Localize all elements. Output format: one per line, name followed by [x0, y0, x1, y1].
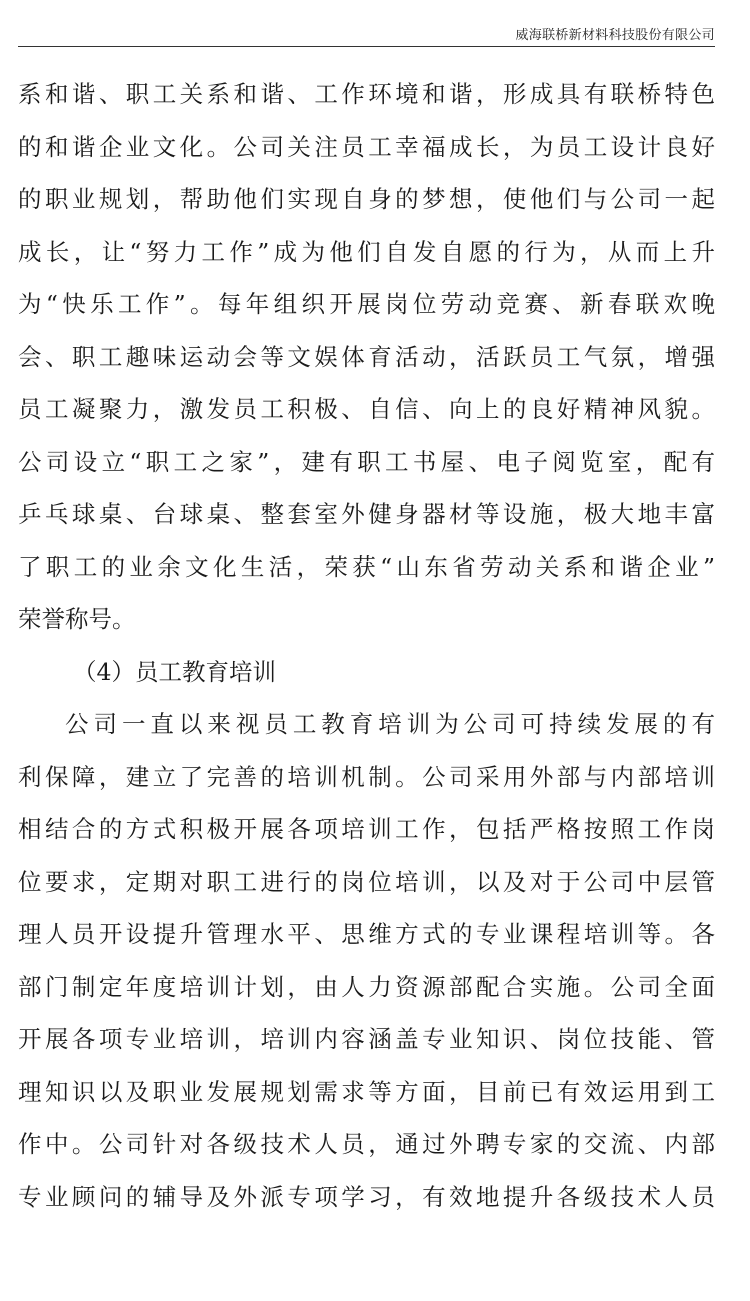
paragraph-last-line: 荣誉称号。 — [18, 605, 136, 633]
body-line: 成长，让“努力工作”成为他们自发自愿的行为，从而上升 — [18, 237, 715, 266]
body-line: 专业顾问的辅导及外派专项学习，有效地提升各级技术人员 — [18, 1182, 715, 1211]
body-line: 公司设立“职工之家”，建有职工书屋、电子阅览室，配有 — [18, 447, 715, 476]
body-line: 相结合的方式积极开展各项培训工作，包括严格按照工作岗 — [18, 815, 715, 843]
body-line: 会、职工趣味运动会等文娱体育活动，活跃员工气氛，增强 — [18, 342, 715, 371]
body-line: 乒乓球桌、台球桌、整套室外健身器材等设施，极大地丰富 — [18, 500, 715, 528]
body-line: 了职工的业余文化生活，荣获“山东省劳动关系和谐企业” — [18, 552, 715, 581]
body-line: 利保障，建立了完善的培训机制。公司采用外部与内部培训 — [18, 762, 715, 791]
paragraph-first-line: 公司一直以来视员工教育培训为公司可持续发展的有 — [65, 710, 715, 738]
body-line: 开展各项专业培训，培训内容涵盖专业知识、岗位技能、管 — [18, 1025, 715, 1053]
body-line: 位要求，定期对职工进行的岗位培训，以及对于公司中层管 — [18, 867, 715, 896]
page-header — [18, 22, 715, 47]
section-heading: （4）员工教育培训 — [73, 657, 276, 686]
body-line: 部门制定年度培训计划，由人力资源部配合实施。公司全面 — [18, 972, 715, 1001]
body-line: 的和谐企业文化。公司关注员工幸福成长，为员工设计良好 — [18, 132, 715, 161]
document-body — [18, 68, 715, 1223]
body-line: 的职业规划，帮助他们实现自身的梦想，使他们与公司一起 — [18, 185, 715, 213]
body-line: 理人员开设提升管理水平、思维方式的专业课程培训等。各 — [18, 920, 715, 948]
body-line: 系和谐、职工关系和谐、工作环境和谐，形成具有联桥特色 — [18, 80, 715, 108]
body-line: 员工凝聚力，激发员工积极、自信、向上的良好精神风貌。 — [18, 395, 715, 423]
body-line: 为“快乐工作”。每年组织开展岗位劳动竞赛、新春联欢晚 — [18, 290, 715, 318]
header-company-name: 威海联桥新材料科技股份有限公司 — [515, 28, 715, 43]
body-line: 理知识以及职业发展规划需求等方面，目前已有效运用到工 — [18, 1077, 715, 1106]
body-line: 作中。公司针对各级技术人员，通过外聘专家的交流、内部 — [18, 1130, 715, 1158]
